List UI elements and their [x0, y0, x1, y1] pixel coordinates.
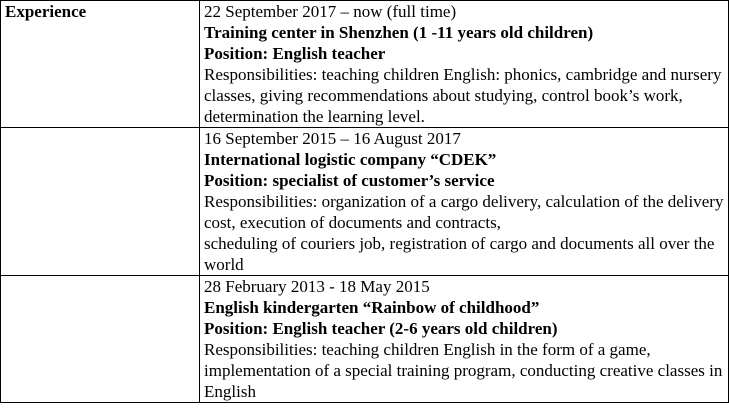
job-company: English kindergarten “Rainbow of childhood”	[204, 298, 540, 317]
job-dates: 16 September 2015 – 16 August 2017	[204, 129, 461, 148]
job-entry	[200, 276, 729, 403]
table-row	[1, 128, 729, 276]
job-position: Position: specialist of customer’s service	[204, 171, 495, 190]
job-position: Position: English teacher (2-6 years old children)	[204, 319, 558, 338]
empty-label-cell	[1, 128, 200, 276]
job-dates: 28 February 2013 - 18 May 2015	[204, 277, 430, 296]
job-responsibilities-cont: scheduling of couriers job, registration of cargo and documents all over the world	[204, 234, 715, 274]
job-responsibilities: Responsibilities: organization of a cargo delivery, calculation of the delivery cost, execution of documents and contracts,	[204, 192, 724, 232]
table-row	[1, 1, 729, 128]
job-entry	[200, 128, 729, 276]
job-responsibilities: Responsibilities: teaching children English in the form of a game, implementation of a special training program, conducting creative classes in English	[204, 340, 723, 401]
section-label: Experience	[5, 2, 87, 21]
job-position: Position: English teacher	[204, 44, 386, 63]
section-label-cell	[1, 1, 200, 128]
job-company: Training center in Shenzhen (1 -11 years old children)	[204, 23, 594, 42]
table-row	[1, 276, 729, 403]
job-responsibilities: Responsibilities: teaching children English: phonics, cambridge and nursery classes, giving recommendations about studying, control book’s work, determination the learning level.	[204, 65, 722, 126]
job-entry	[200, 1, 729, 128]
empty-label-cell	[1, 276, 200, 403]
job-company: International logistic company “CDEK”	[204, 150, 497, 169]
job-dates: 22 September 2017 – now (full time)	[204, 2, 457, 21]
